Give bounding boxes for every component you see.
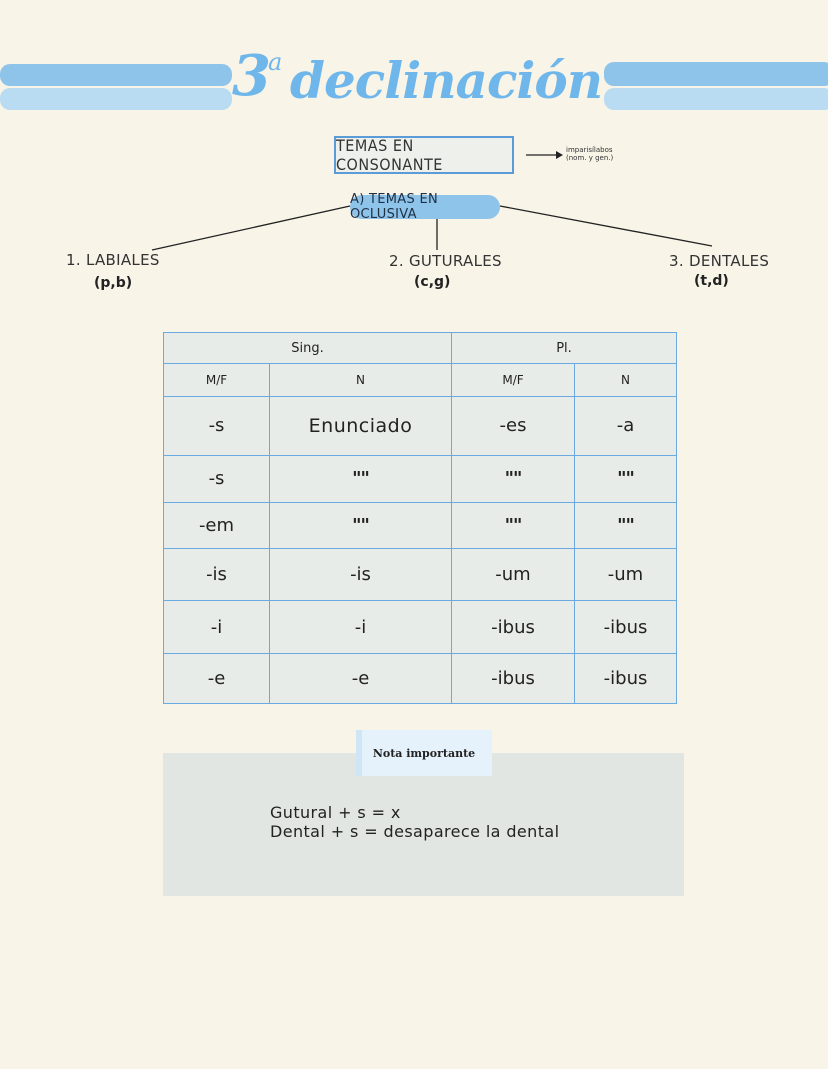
table-cell: -um [575,549,677,601]
table-cell: "" [452,502,575,548]
table-row [164,397,677,455]
declension-table [163,332,677,704]
table-cell: -es [452,397,575,455]
column-header: M/F [164,364,270,397]
table-cell: -s [164,397,270,455]
root-note [566,146,613,162]
title-number: 3 [232,43,271,109]
column-header: M/F [452,364,575,397]
table-row [164,502,677,548]
arrow-right-icon [556,151,563,159]
table-row [164,653,677,703]
sub-node: A) TEMAS EN OCLUSIVA [350,195,500,219]
branch-line-dentales [500,206,712,246]
branch-letters-guturales: (c,g) [414,274,451,290]
table-cell: -i [164,601,270,653]
header-singular: Sing. [164,333,452,364]
table-cell: "" [452,455,575,502]
table-cell: "" [575,455,677,502]
branch-label-guturales: 2. GUTURALES [389,252,502,270]
table-cell: -ibus [452,653,575,703]
title-superscript: a [268,48,283,76]
group-header-row [164,333,677,364]
root-note-line1: imparisílabos [566,146,613,154]
note-line: Dental + s = desaparece la dental [270,822,560,841]
page-title: declinación [290,51,603,110]
root-note-line2: (nom. y gen.) [566,154,614,162]
table-row [164,549,677,601]
table-cell: -e [164,653,270,703]
table-cell: "" [270,455,452,502]
table-cell: -ibus [452,601,575,653]
table-cell: -s [164,455,270,502]
table-row [164,601,677,653]
column-header-row [164,364,677,397]
header-plural: Pl. [452,333,677,364]
table-cell: -is [164,549,270,601]
branch-letters-labiales: (p,b) [94,275,133,291]
table-cell: -a [575,397,677,455]
root-node: TEMAS EN CONSONANTE [334,136,514,174]
note-tab-accent [356,730,362,776]
table-cell: -ibus [575,601,677,653]
note-tab [356,730,492,776]
column-header: N [270,364,452,397]
table-row [164,455,677,502]
table-cell: "" [270,502,452,548]
branch-label-dentales: 3. DENTALES [669,252,770,270]
column-header: N [575,364,677,397]
table-cell: Enunciado [270,397,452,455]
branch-letters-dentales: (t,d) [694,273,729,289]
note-title: Nota importante [372,746,476,760]
branch-label-labiales: 1. LABIALES [66,251,160,269]
table-cell: -i [270,601,452,653]
table-cell: -is [270,549,452,601]
table-cell: -e [270,653,452,703]
table-cell: -em [164,502,270,548]
table-cell: -ibus [575,653,677,703]
table-cell: -um [452,549,575,601]
table-cell: "" [575,502,677,548]
branch-line-labiales [152,206,350,250]
note-line: Gutural + s = x [270,803,401,822]
